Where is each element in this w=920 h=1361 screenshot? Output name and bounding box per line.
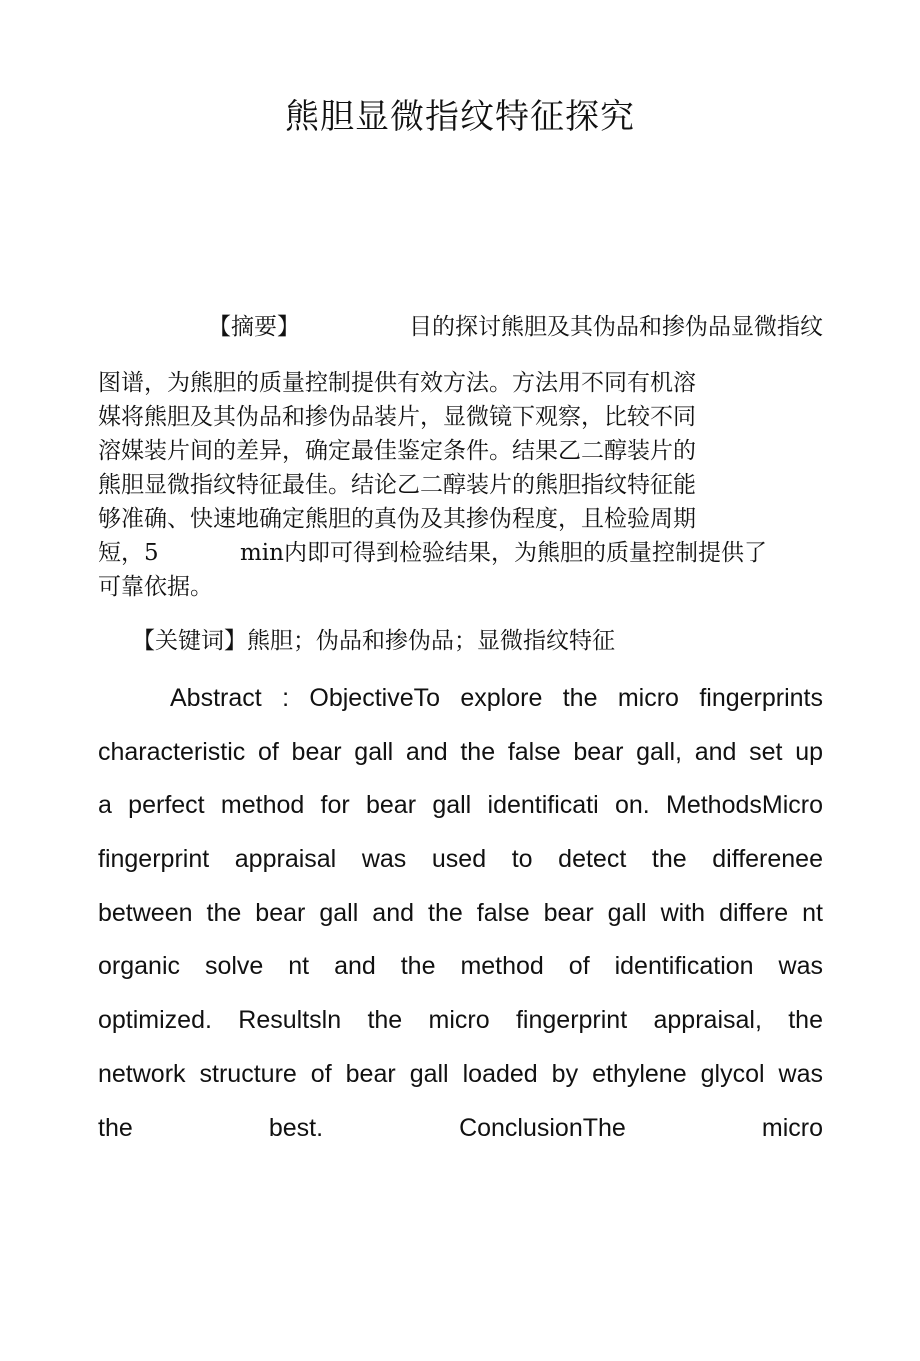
english-abstract-line: Abstract : ObjectiveTo explore the micro fingerprints [170, 684, 823, 712]
english-abstract-line: network structure of bear gall loaded by ethylene glycol was [98, 1059, 823, 1088]
abstract-label: 【摘要】 [208, 314, 300, 340]
keywords-line: 【关键词】熊胆；伪品和掺伪品；显微指纹特征 [132, 628, 615, 654]
english-abstract-line: a perfect method for bear gall identificati on. MethodsMicro [98, 791, 823, 820]
english-word: micro [761, 1113, 823, 1142]
english-abstract-line: organic solve nt and the method of identification was [98, 952, 823, 981]
english-word: ConclusionThe [459, 1113, 626, 1142]
abstract-first-line [98, 310, 823, 344]
abstract-line-part: min内即可得到检验结果，为熊胆的质量控制提供了 [240, 540, 767, 566]
english-word: the [98, 1113, 133, 1142]
abstract-body [98, 366, 823, 604]
abstract-line [98, 536, 823, 570]
abstract-line: 可靠依据。 [98, 574, 213, 600]
english-abstract-line: between the bear gall and the false bear gall with differe nt [98, 898, 823, 927]
abstract-line: 熊胆显微指纹特征最佳。结论乙二醇装片的熊胆指纹特征能 [98, 472, 696, 498]
english-abstract-line: fingerprint appraisal was used to detect the differenee [98, 845, 823, 874]
english-abstract-line: characteristic of bear gall and the false bear gall, and set up [98, 737, 823, 766]
english-abstract-line: optimized. Resultsln the micro fingerprint appraisal, the [98, 1006, 823, 1035]
abstract-line: 够准确、快速地确定熊胆的真伪及其掺伪程度，且检验周期 [98, 506, 696, 532]
abstract-line: 溶媒装片间的差异，确定最佳鉴定条件。结果乙二醇装片的 [98, 438, 696, 464]
abstract-line-part: 短，5 [98, 540, 159, 566]
english-abstract [98, 672, 823, 1155]
abstract-first-text: 目的探讨熊胆及其伪品和掺伪品显微指纹 [409, 314, 823, 340]
english-abstract-last-line [98, 1102, 823, 1156]
document-title: 熊胆显微指纹特征探究 [285, 97, 635, 137]
abstract-line: 图谱，为熊胆的质量控制提供有效方法。方法用不同有机溶 [98, 370, 696, 396]
english-word: best. [268, 1113, 324, 1142]
abstract-line: 媒将熊胆及其伪品和掺伪品装片，显微镜下观察，比较不同 [98, 404, 696, 430]
